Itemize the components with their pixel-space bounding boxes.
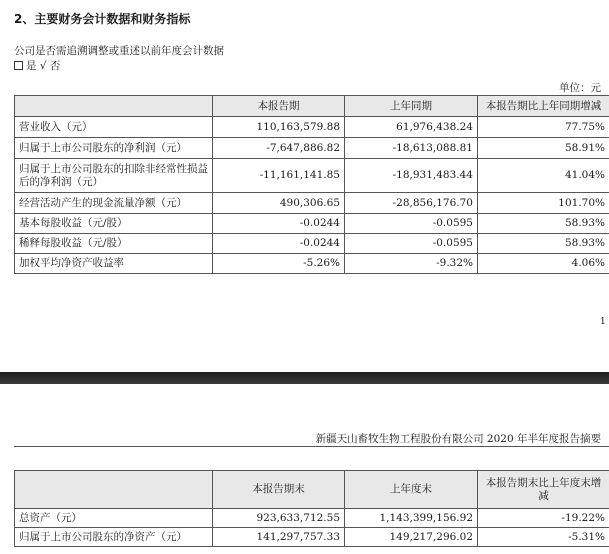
table-row	[15, 234, 609, 254]
table-cell: -5.26%	[213, 254, 345, 274]
page-header-title: 新疆天山畜牧生物工程股份有限公司 2020 年半年度报告摘要	[315, 433, 601, 445]
table-cell: 490,306.65	[213, 193, 345, 214]
table-cell: -7,647,886.82	[213, 138, 345, 159]
row-label: 总资产（元）	[15, 509, 213, 528]
table-cell: 58.91%	[478, 138, 609, 159]
row-label: 营业收入（元）	[15, 117, 213, 138]
table-header-cell: 本报告期	[213, 96, 345, 117]
table-header-row	[15, 96, 609, 117]
table-cell: -19.22%	[478, 509, 609, 528]
row-label: 基本每股收益（元/股）	[15, 214, 213, 234]
row-label: 经营活动产生的现金流量净额（元）	[15, 193, 213, 214]
table-cell: -5.31%	[478, 528, 609, 547]
row-label: 归属于上市公司股东的扣除非经常性损益后的净利润（元）	[15, 159, 213, 193]
table-header-cell: 上年度末	[345, 471, 478, 509]
balance-sheet-table	[14, 470, 609, 547]
table-cell: 110,163,579.88	[213, 117, 345, 138]
table-row	[15, 193, 609, 214]
row-label: 加权平均净资产收益率	[15, 254, 213, 274]
row-label: 稀释每股收益（元/股）	[15, 234, 213, 254]
table-cell: 4.06%	[478, 254, 609, 274]
page-break-band	[0, 372, 609, 384]
table-row	[15, 214, 609, 234]
checkbox-icon	[14, 61, 23, 70]
table-cell: 923,633,712.55	[213, 509, 345, 528]
page-number: 1	[600, 317, 606, 327]
table-cell: -11,161,141.85	[213, 159, 345, 193]
table-cell: -18,931,483.44	[345, 159, 478, 193]
row-label: 归属于上市公司股东的净利润（元）	[15, 138, 213, 159]
table-row	[15, 509, 609, 528]
key-financial-data-table	[14, 95, 609, 274]
table-header-cell: 本报告期比上年同期增减	[478, 96, 609, 117]
table-cell: 1,143,399,156.92	[345, 509, 478, 528]
table-header-cell: 上年同期	[345, 96, 478, 117]
table-row	[15, 138, 609, 159]
table-cell: -0.0244	[213, 234, 345, 254]
table-cell: 61,976,438.24	[345, 117, 478, 138]
answer-no-label: √ 否	[39, 60, 61, 72]
table-cell: -9.32%	[345, 254, 478, 274]
table-row	[15, 254, 609, 274]
retro-adjust-question: 公司是否需追溯调整或重述以前年度会计数据	[14, 45, 224, 57]
table-row	[15, 528, 609, 547]
table-header-cell	[15, 96, 213, 117]
table-cell: -0.0595	[345, 234, 478, 254]
section-title: 2、主要财务会计数据和财务指标	[14, 12, 191, 26]
row-label: 归属于上市公司股东的净资产（元）	[15, 528, 213, 547]
table-header-row	[15, 471, 609, 509]
table-row	[15, 117, 609, 138]
table-cell: -0.0244	[213, 214, 345, 234]
header-rule	[14, 446, 609, 447]
table-cell: 77.75%	[478, 117, 609, 138]
table-cell: 141,297,757.33	[213, 528, 345, 547]
table-header-cell: 本报告期末比上年度末增减	[478, 471, 609, 509]
table-cell: 58.93%	[478, 214, 609, 234]
table-cell: 149,217,296.02	[345, 528, 478, 547]
table-cell: -0.0595	[345, 214, 478, 234]
table-cell: -28,856,176.70	[345, 193, 478, 214]
table-header-cell	[15, 471, 213, 509]
answer-yes-label: 是	[26, 60, 37, 72]
table-row	[15, 159, 609, 193]
table-cell: 58.93%	[478, 234, 609, 254]
retro-adjust-answer	[14, 58, 60, 73]
unit-label: 单位：元	[559, 82, 601, 94]
table-header-cell: 本报告期末	[213, 471, 345, 509]
table-cell: 101.70%	[478, 193, 609, 214]
table-cell: -18,613,088.81	[345, 138, 478, 159]
table-cell: 41.04%	[478, 159, 609, 193]
